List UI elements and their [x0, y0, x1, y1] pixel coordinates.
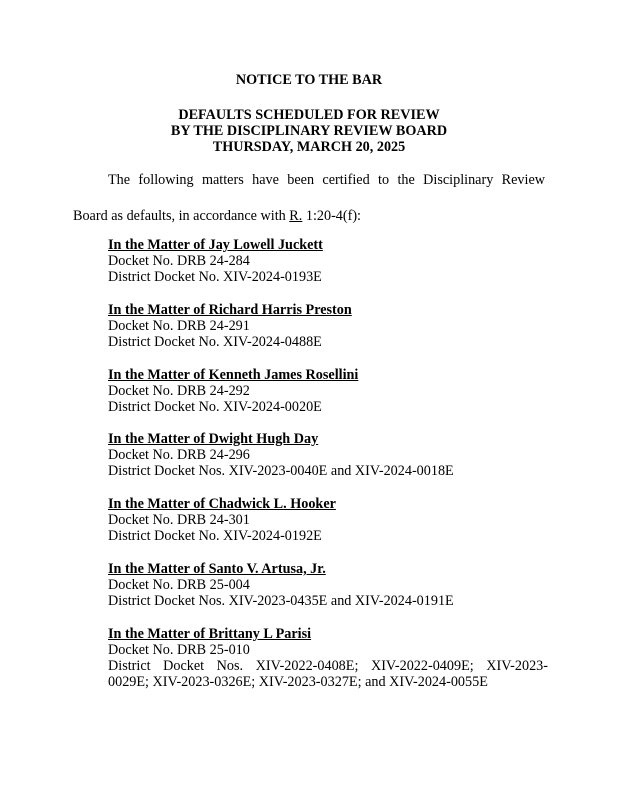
matter-district-docket: District Docket No. XIV-2024-0193E	[108, 269, 322, 285]
matter-docket: Docket No. DRB 24-291	[108, 318, 250, 334]
matter-docket: Docket No. DRB 24-301	[108, 512, 250, 528]
subtitle-line-2: BY THE DISCIPLINARY REVIEW BOARD	[170, 123, 448, 139]
matter-name: In the Matter of Kenneth James Rosellini	[108, 367, 359, 383]
matter-name: In the Matter of Brittany L Parisi	[108, 626, 312, 642]
matter-entry	[108, 431, 548, 479]
subtitle-line-1: DEFAULTS SCHEDULED FOR REVIEW	[178, 107, 440, 123]
matter-district-docket: District Docket No. XIV-2024-0488E	[108, 334, 322, 350]
matter-entry	[108, 626, 548, 690]
matter-district-docket: District Docket Nos. XIV-2023-0040E and XIV-2024-0018E	[108, 463, 454, 479]
matter-entry	[108, 237, 548, 285]
matter-docket: Docket No. DRB 24-284	[108, 253, 250, 269]
matter-docket: Docket No. DRB 24-296	[108, 447, 250, 463]
intro-text-before: Board as defaults, in accordance with	[73, 208, 290, 224]
matter-docket: Docket No. DRB 24-292	[108, 383, 250, 399]
matter-docket: Docket No. DRB 25-010	[108, 642, 250, 658]
matter-name: In the Matter of Dwight Hugh Day	[108, 431, 319, 447]
rule-abbreviation: R.	[289, 208, 303, 224]
hearing-date: THURSDAY, MARCH 20, 2025	[212, 139, 406, 155]
matter-docket: Docket No. DRB 25-004	[108, 577, 250, 593]
matter-district-docket-line-1: District Docket Nos. XIV-2022-0408E; XIV-2022-0409E; XIV-2023-	[108, 658, 548, 674]
matter-district-docket: District Docket Nos. XIV-2023-0435E and XIV-2024-0191E	[108, 593, 454, 609]
matter-district-docket-line-2: 0029E; XIV-2023-0326E; XIV-2023-0327E; and XIV-2024-0055E	[108, 674, 488, 690]
intro-line-1: The following matters have been certified to the Disciplinary Review	[108, 172, 545, 188]
matter-entry	[108, 367, 548, 415]
matter-name: In the Matter of Richard Harris Preston	[108, 302, 352, 318]
matter-name: In the Matter of Chadwick L. Hooker	[108, 496, 336, 512]
matter-entry	[108, 496, 548, 544]
matter-name: In the Matter of Santo V. Artusa, Jr.	[108, 561, 326, 577]
matter-entry	[108, 561, 548, 609]
matter-name: In the Matter of Jay Lowell Juckett	[108, 237, 323, 253]
intro-line-2	[73, 208, 361, 225]
intro-text-after: 1:20-4(f):	[302, 208, 362, 224]
notice-title: NOTICE TO THE BAR	[235, 72, 383, 88]
matter-district-docket: District Docket No. XIV-2024-0020E	[108, 399, 322, 415]
matter-district-docket: District Docket No. XIV-2024-0192E	[108, 528, 322, 544]
matter-entry	[108, 302, 548, 350]
